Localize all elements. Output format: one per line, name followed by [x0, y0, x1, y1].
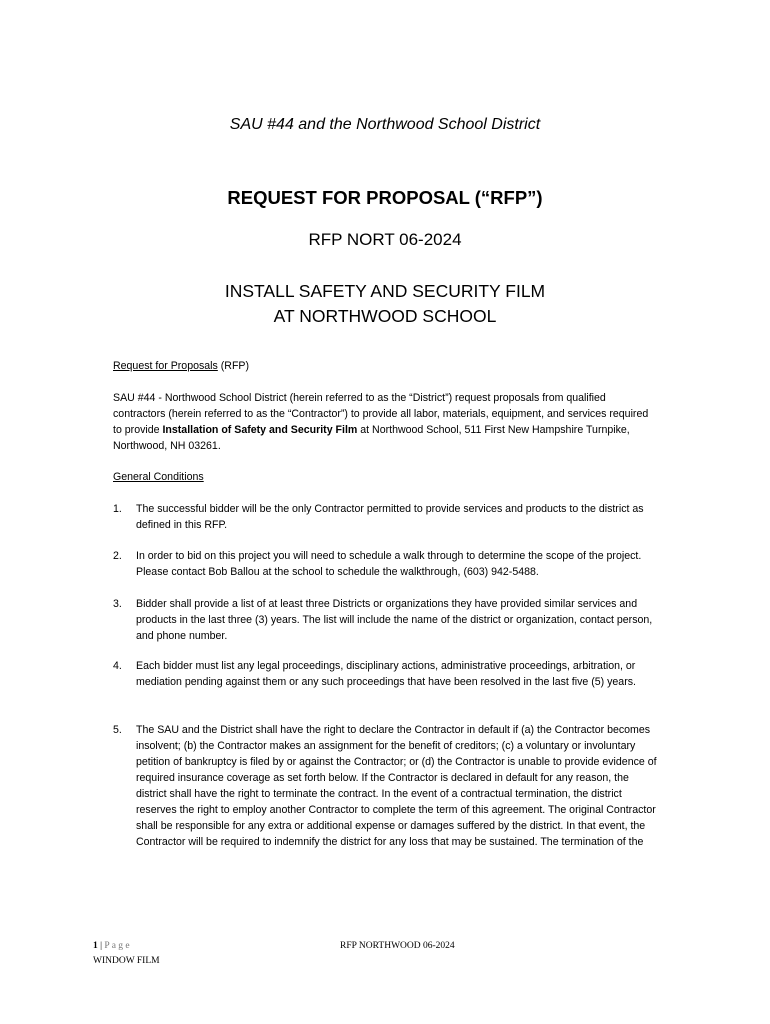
footer-page-number — [93, 941, 130, 951]
condition-item-3 — [113, 596, 658, 644]
condition-number: 1. — [113, 503, 122, 515]
condition-item-1 — [113, 501, 658, 533]
intro-text-bold: Installation of Safety and Security Film — [162, 424, 358, 436]
project-title — [0, 279, 770, 329]
request-heading-underlined: Request for Proposals — [113, 360, 218, 372]
request-heading-suffix: (RFP) — [217, 360, 250, 372]
document-title: REQUEST FOR PROPOSAL (“RFP”) — [227, 187, 543, 208]
intro-text-part-2: at Northwood School, 511 First New Hampshire Turnpike, Northwood, NH 03261. — [113, 424, 630, 452]
district-heading: SAU #44 and the Northwood School District — [229, 116, 541, 133]
project-title-line-2: AT NORTHWOOD SCHOOL — [273, 306, 497, 326]
condition-item-5 — [113, 722, 658, 850]
intro-paragraph — [113, 390, 658, 454]
request-section-heading — [113, 358, 658, 374]
condition-number: 2. — [113, 550, 122, 562]
condition-item-4 — [113, 658, 658, 690]
page-number: 1 — [93, 941, 98, 951]
condition-item-2 — [113, 548, 658, 580]
condition-text: Each bidder must list any legal proceedings, disciplinary actions, administrative proceedings, arbitration, or mediation pending against them or any such proceedings that have been resolved in the last five (5) years. — [136, 660, 636, 688]
intro-text-part-1: SAU #44 - Northwood School District (herein referred to as the “District”) request proposals from qualified contractors (herein referred to as the “Contractor”) to provide all labor, materials, equipment, and services required to provide — [113, 392, 649, 436]
footer-rfp-reference: RFP NORTHWOOD 06-2024 — [340, 941, 455, 951]
footer-document-name: WINDOW FILM — [93, 956, 160, 966]
condition-number: 5. — [113, 724, 122, 736]
rfp-number: RFP NORT 06-2024 — [308, 230, 462, 249]
condition-text: In order to bid on this project you will need to schedule a walk through to determine the scope of the project. Please contact Bob Ballou at the school to schedule the walkthrough, (603) 942-5488. — [136, 550, 642, 578]
project-title-line-1: INSTALL SAFETY AND SECURITY FILM — [224, 281, 546, 301]
page-label: P a g e — [104, 941, 130, 951]
condition-text: The SAU and the District shall have the right to declare the Contractor in default if (a) the Contractor becomes insolvent; (b) the Contractor makes an assignment for the benefit of creditors; (c) a voluntary or involuntary petition of bankruptcy is filed by or against the Contractor; or (d) the Contractor is unable to provide evidence of required insurance coverage as set forth below. If the Contractor is declared in default for any reason, the district shall have the right to terminate the contract. In the event of a contractual termination, the district reserves the right to employ another Contractor to complete the term of this agreement. The original Contractor shall be responsible for any extra or additional expense or damages suffered by the district. In that event, the Contractor will be required to indemnify the district for any loss that may be sustained. The termination of the — [136, 724, 657, 848]
page-separator: | — [97, 941, 105, 951]
condition-number: 3. — [113, 598, 122, 610]
condition-text: The successful bidder will be the only Contractor permitted to provide services and products to the district as defined in this RFP. — [136, 503, 644, 531]
condition-text: Bidder shall provide a list of at least three Districts or organizations they have provided similar services and products in the last three (3) years. The list will include the name of the district or organization, contact person, and phone number. — [136, 598, 653, 642]
condition-number: 4. — [113, 660, 122, 672]
general-conditions-heading: General Conditions — [113, 471, 204, 483]
